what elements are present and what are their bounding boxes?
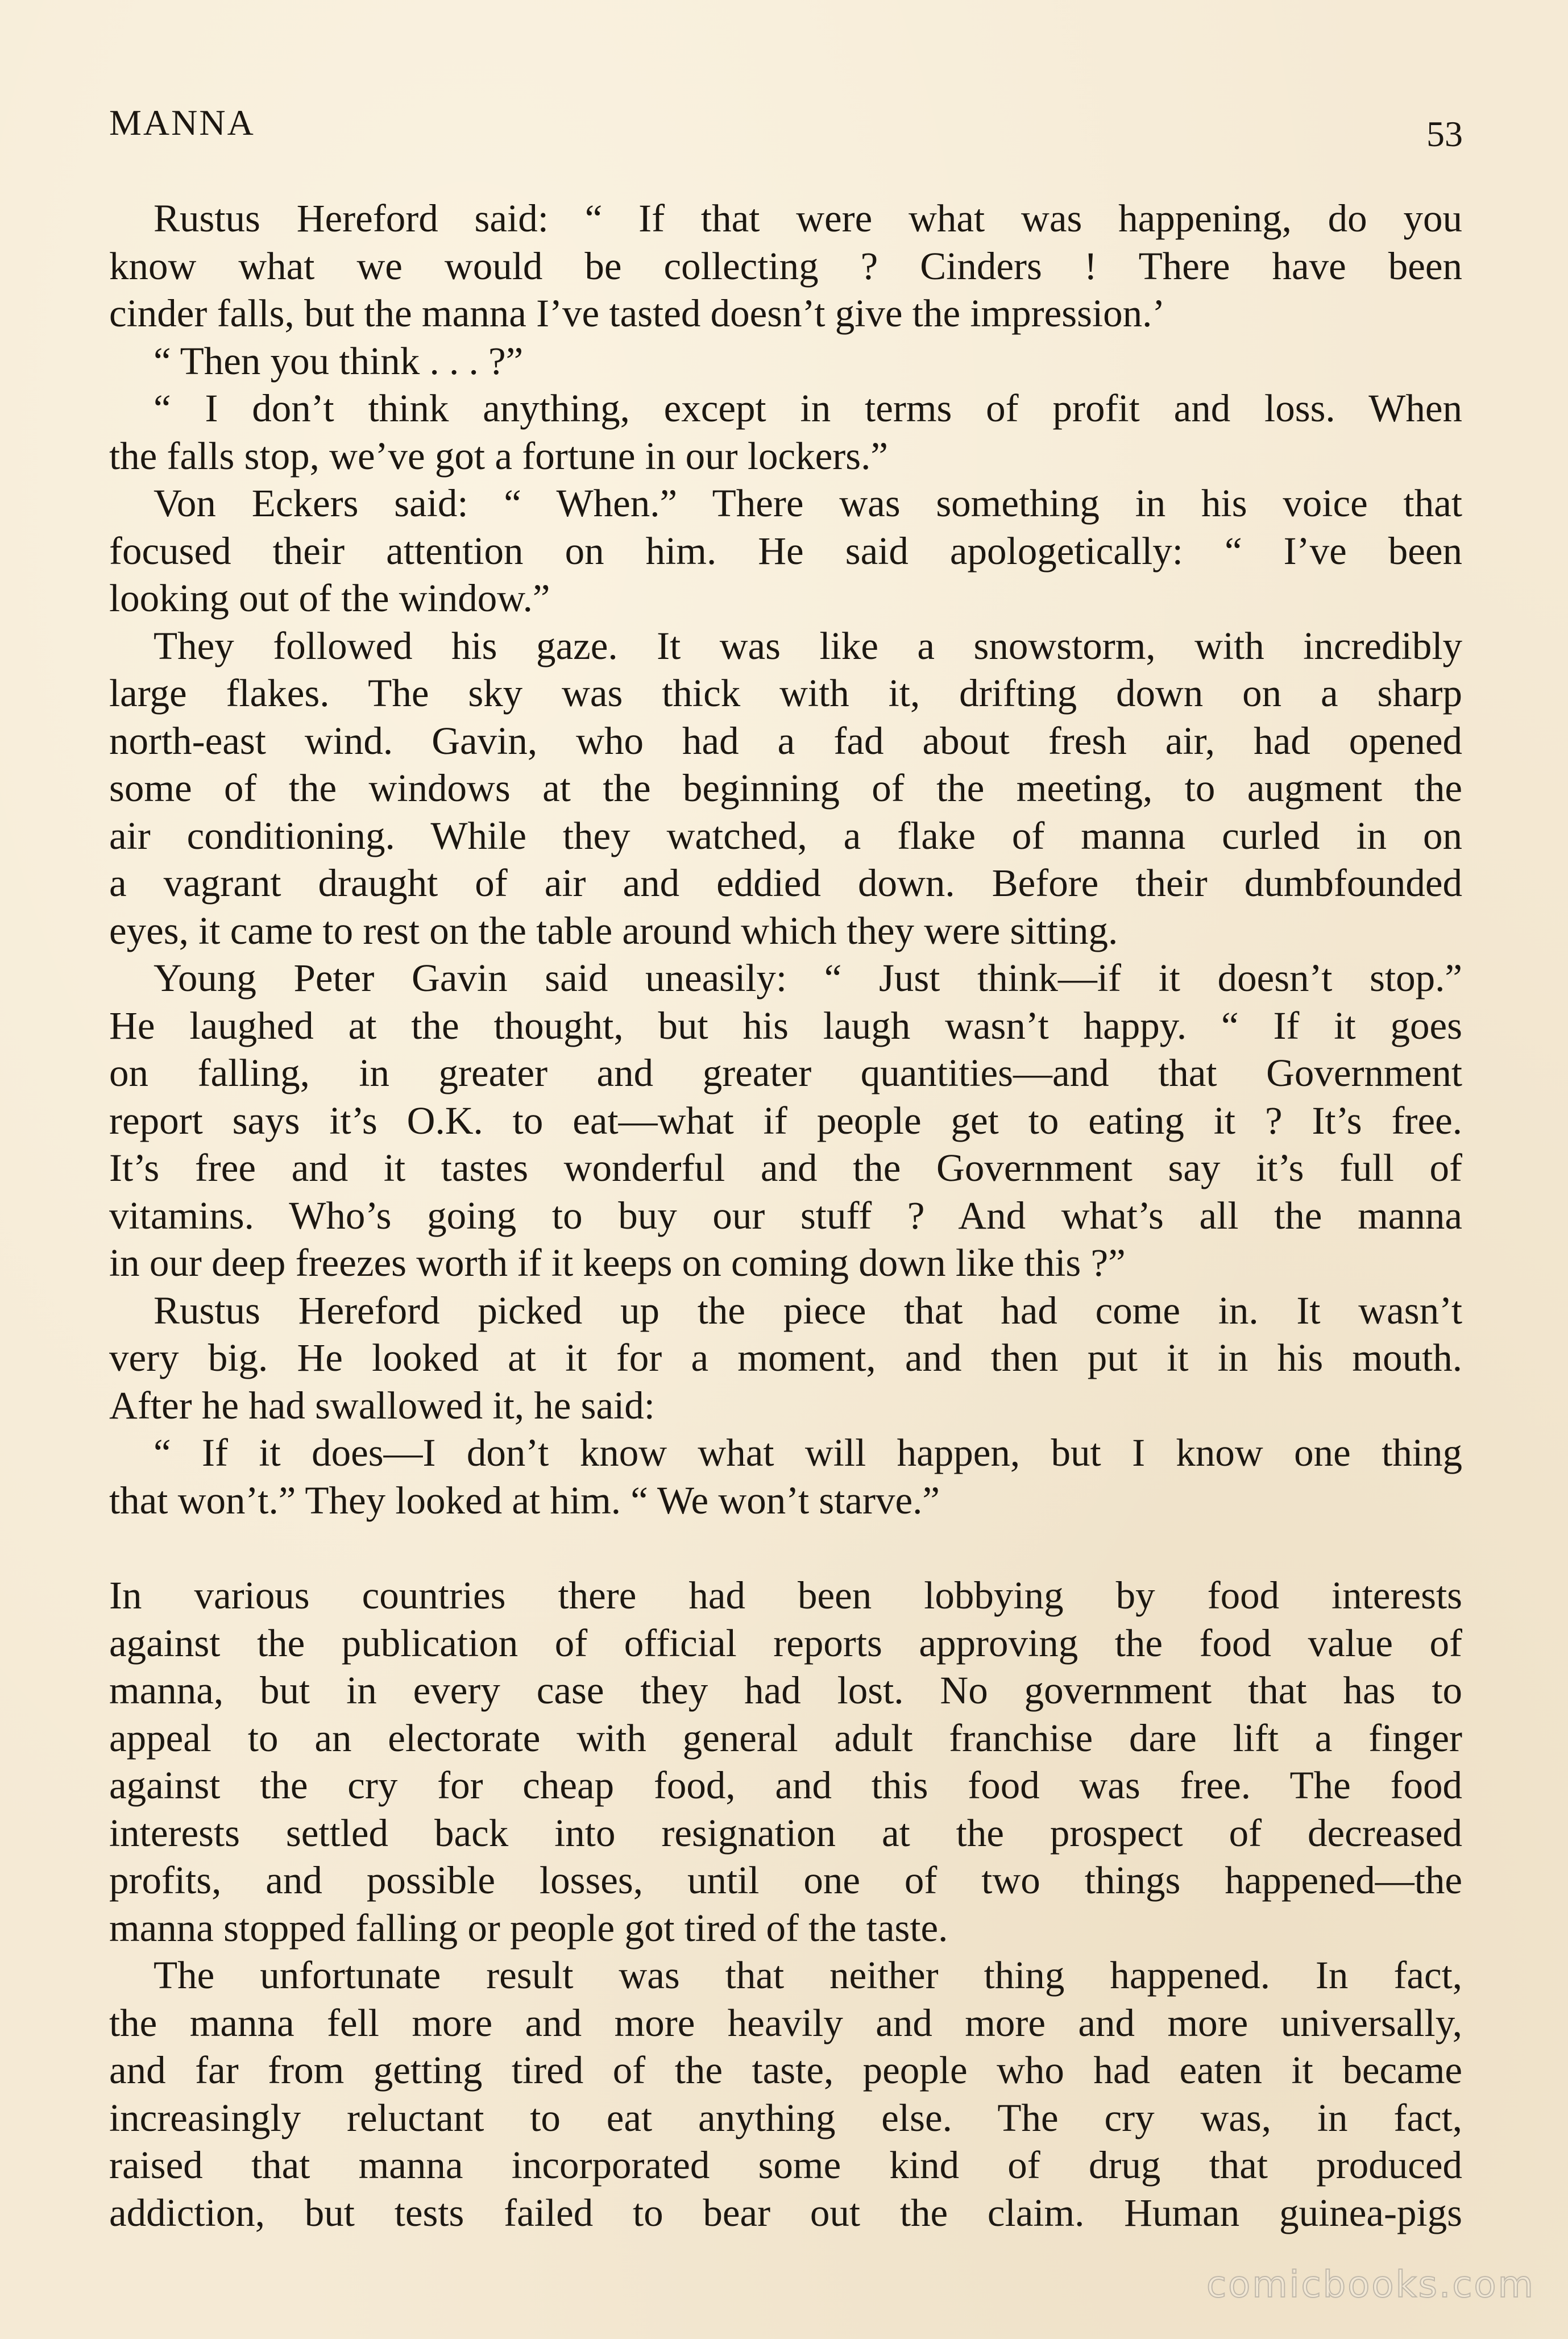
text-line: addiction, but tests failed to bear out the claim. Human guinea-pigs <box>109 2191 1462 2234</box>
body-text <box>109 195 1462 2237</box>
text-line: the manna fell more and more heavily and more and more universally, <box>109 2001 1462 2044</box>
text-line: report says it’s O.K. to eat—what if people get to eating it ? It’s free. <box>109 1098 1462 1142</box>
text-line: “ Then you think . . . ?” <box>154 339 524 383</box>
text-line: In various countries there had been lobbying by food interests <box>109 1574 1462 1617</box>
text-line: “ If it does—I don’t know what will happen, but I know one thing <box>154 1431 1462 1474</box>
text-line: Von Eckers said: “ When.” There was something in his voice that <box>154 482 1462 525</box>
text-line: manna stopped falling or people got tired of the taste. <box>109 1906 948 1950</box>
text-line: He laughed at the thought, but his laugh wasn’t happy. “ If it goes <box>109 1003 1462 1047</box>
text-line: vitamins. Who’s going to buy our stuff ? And what’s all the manna <box>109 1193 1462 1237</box>
text-line: that won’t.” They looked at him. “ We won’t starve.” <box>109 1478 940 1522</box>
text-line: against the publication of official reports approving the food value of <box>109 1621 1462 1665</box>
text-line: Rustus Hereford picked up the piece that had come in. It wasn’t <box>154 1288 1462 1332</box>
text-line: north-east wind. Gavin, who had a fad about fresh air, had opened <box>109 719 1462 762</box>
text-line: some of the windows at the beginning of the meeting, to augment the <box>109 766 1462 810</box>
text-line: The unfortunate result was that neither thing happened. In fact, <box>154 1954 1462 1997</box>
text-line: They followed his gaze. It was like a snowstorm, with incredibly <box>154 624 1462 667</box>
text-line: on falling, in greater and greater quantities—and that Government <box>109 1051 1462 1094</box>
text-line: cinder falls, but the manna I’ve tasted doesn’t give the impression.’ <box>109 292 1165 335</box>
text-line: a vagrant draught of air and eddied down. Before their dumbfounded <box>109 861 1462 905</box>
running-head: MANNA <box>109 102 255 143</box>
text-line: increasingly reluctant to eat anything else. The cry was, in fact, <box>109 2096 1462 2139</box>
text-line: against the cry for cheap food, and this food was free. The food <box>109 1764 1462 1807</box>
text-line: focused their attention on him. He said apologetically: “ I’ve been <box>109 529 1462 573</box>
text-line: eyes, it came to rest on the table around which they were sitting. <box>109 909 1118 952</box>
text-line: After he had swallowed it, he said: <box>109 1383 655 1427</box>
page-number: 53 <box>1426 114 1463 154</box>
text-line: It’s free and it tastes wonderful and the Government say it’s full of <box>109 1146 1462 1189</box>
text-line: profits, and possible losses, until one of two things happened—the <box>109 1859 1462 1902</box>
text-line: manna, but in every case they had lost. No government that has to <box>109 1669 1462 1712</box>
text-line: the falls stop, we’ve got a fortune in our lockers.” <box>109 434 888 478</box>
text-line: in our deep freezes worth if it keeps on coming down like this ?” <box>109 1241 1126 1284</box>
text-line: air conditioning. While they watched, a flake of manna curled in on <box>109 814 1462 857</box>
text-line: very big. He looked at it for a moment, and then put it in his mouth. <box>109 1336 1462 1379</box>
text-line: Rustus Hereford said: “ If that were what was happening, do you <box>154 197 1462 240</box>
text-line: “ I don’t think anything, except in terms of profit and loss. When <box>154 387 1462 430</box>
text-line: large flakes. The sky was thick with it, drifting down on a sharp <box>109 671 1462 715</box>
text-line: Young Peter Gavin said uneasily: “ Just think—if it doesn’t stop.” <box>154 956 1462 1000</box>
site-watermark: comicbooks.com <box>1206 2264 1535 2306</box>
text-line: interests settled back into resignation at the prospect of decreased <box>109 1811 1462 1855</box>
text-line: appeal to an electorate with general adult franchise dare lift a finger <box>109 1716 1462 1760</box>
text-line: and far from getting tired of the taste, people who had eaten it became <box>109 2048 1462 2092</box>
text-line: raised that manna incorporated some kind of drug that produced <box>109 2143 1462 2187</box>
text-line: looking out of the window.” <box>109 577 550 620</box>
text-line: know what we would be collecting ? Cinders ! There have been <box>109 244 1462 288</box>
